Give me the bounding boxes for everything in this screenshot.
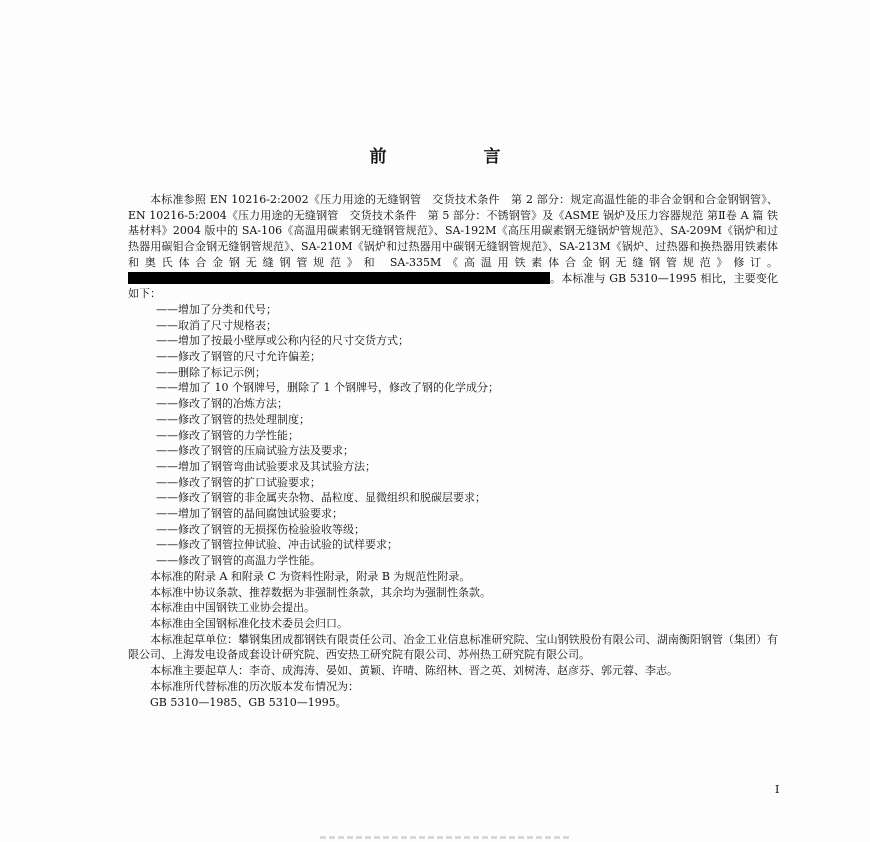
list-item: ——修改了钢管的压扁试验方法及要求； bbox=[156, 444, 354, 458]
foreword-body bbox=[128, 192, 778, 710]
list-item: ——删除了标记示例； bbox=[156, 365, 266, 379]
page-title: 前 言 bbox=[369, 147, 541, 167]
intro-paragraph bbox=[128, 192, 778, 302]
changes-list bbox=[128, 302, 778, 569]
appendix-note: 本标准的附录 A 和附录 C 为资料性附录，附录 B 为规范性附录。 bbox=[150, 569, 471, 583]
proposer-note: 本标准由中国钢铁工业协会提出。 bbox=[150, 601, 315, 615]
list-item: ——增加了钢管的晶间腐蚀试验要求； bbox=[156, 507, 343, 521]
list-item: ——修改了钢的冶炼方法； bbox=[156, 397, 288, 411]
list-item: ——修改了钢管的无损探伤检验验收等级； bbox=[156, 522, 365, 536]
list-item: ——修改了钢管拉伸试验、冲击试验的试样要求； bbox=[156, 538, 398, 552]
list-item: ——修改了钢管的尺寸允许偏差； bbox=[156, 350, 321, 364]
history-label: 本标准所代替标准的历次版本发布情况为： bbox=[150, 679, 359, 693]
list-item: ——增加了分类和代号； bbox=[156, 302, 277, 316]
list-item: ——修改了钢管的力学性能； bbox=[156, 428, 299, 442]
history-values: GB 5310—1985、GB 5310—1995。 bbox=[150, 695, 347, 709]
list-item: ——修改了钢管的扩口试验要求； bbox=[156, 475, 321, 489]
drafting-units: 本标准起草单位：攀钢集团成都钢铁有限责任公司、冶金工业信息标准研究院、宝山钢铁股份有限公司、湖南衡阳钢管（集团）有限公司、上海发电设备成套设计研究院、西安热工研究院有限公司、苏州热工研究院有限公司。 bbox=[128, 632, 778, 662]
list-item: ——增加了按最小壁厚或公称内径的尺寸交货方式； bbox=[156, 334, 409, 348]
list-item: ——修改了钢管的非金属夹杂物、晶粒度、显微组织和脱碳层要求； bbox=[156, 491, 486, 505]
drafters: 本标准主要起草人：李奇、成海涛、晏如、黄颖、许晴、陈绍林、晋之英、刘树涛、赵彦芬、郭元蓉、李志。 bbox=[150, 664, 678, 678]
scan-artifact bbox=[320, 836, 570, 839]
agreement-note: 本标准中协议条款、推荐数据为非强制性条款，其余均为强制性条款。 bbox=[150, 585, 491, 599]
list-item: ——增加了 10 个钢牌号，删除了 1 个钢牌号，修改了钢的化学成分； bbox=[156, 381, 499, 395]
redaction-bar bbox=[128, 272, 550, 284]
intro-suffix-text: 。本标准与 GB 5310—1995 相比，主要变化如下： bbox=[128, 271, 778, 301]
centralizer-note: 本标准由全国钢标准化技术委员会归口。 bbox=[150, 616, 348, 630]
list-item: ——修改了钢管的热处理制度； bbox=[156, 412, 310, 426]
list-item: ——取消了尺寸规格表； bbox=[156, 318, 277, 332]
intro-text: 本标准参照 EN 10216-2:2002《压力用途的无缝钢管 交货技术条件 第 2 部分：规定高温性能的非合金钢和合金钢钢管》、EN 10216-5:2004《压力用途的无缝钢管 交货技术条件 第 5 部分：不锈钢管》及《ASME 锅炉及压力容器规范 第Ⅱ卷 A 篇 铁基材料》2004 版中的 SA-106《高温用碳素钢无缝钢管规范》、SA-192M《高压用碳素钢无缝锅炉管规范》、SA-209M《锅炉和过热器用碳钼合金钢无缝钢管规范》、SA-210M《锅炉和过热器用中碳钢无缝钢管规范》、SA-213M《锅炉、过热器和换热器用铁素体和奥氏体合金钢无缝钢管规范》和 SA-335M《高温用铁素体合金钢无缝钢管规范》修订。 bbox=[128, 193, 778, 269]
list-item: ——增加了钢管弯曲试验要求及其试验方法； bbox=[156, 459, 376, 473]
list-item: ——修改了钢管的高温力学性能。 bbox=[156, 554, 321, 568]
page-number: I bbox=[775, 783, 780, 796]
